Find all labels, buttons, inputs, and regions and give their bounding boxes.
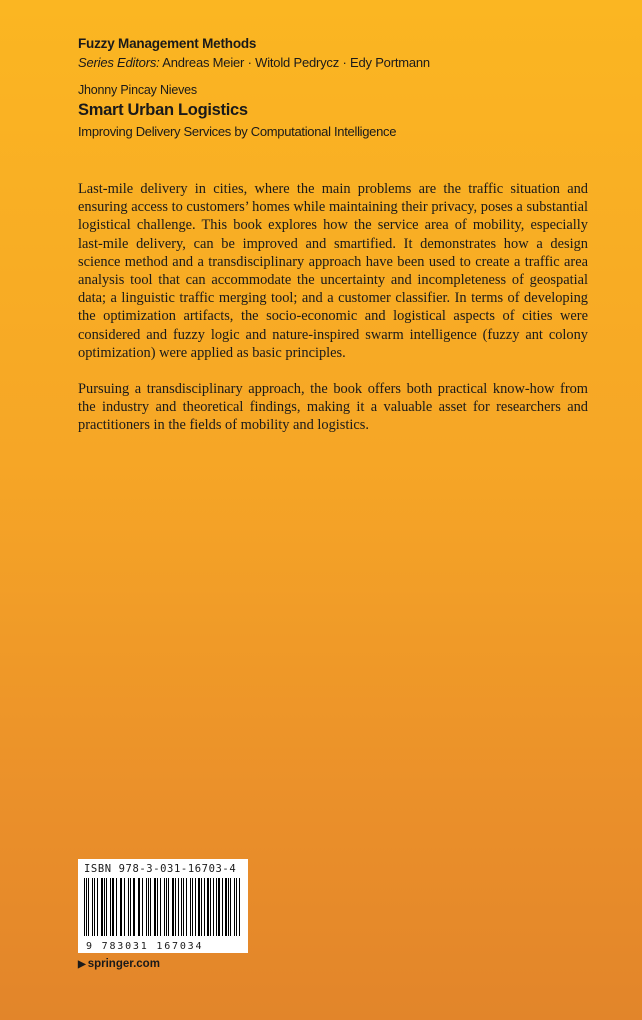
barcode-bar: [84, 878, 85, 936]
barcode-bar: [154, 878, 156, 936]
barcode-bar: [236, 878, 237, 936]
barcode-bar: [120, 878, 121, 936]
barcode-bar: [106, 878, 107, 936]
barcode-bar: [222, 878, 223, 936]
barcode-bar: [181, 878, 182, 936]
barcode-bar: [239, 878, 240, 936]
barcode-bar: [164, 878, 165, 936]
barcode-bar: [148, 878, 149, 936]
barcode-bar: [97, 878, 99, 936]
barcode-bar: [234, 878, 235, 936]
barcode-bar: [142, 878, 143, 936]
barcode-bar: [201, 878, 202, 936]
back-cover-blurb: [78, 180, 588, 453]
barcode-bar: [88, 878, 89, 936]
barcode-bar: [218, 878, 220, 936]
barcode-bar: [104, 878, 105, 936]
barcode-bar: [138, 878, 139, 936]
barcode-bar: [160, 878, 161, 936]
barcode-bar: [213, 878, 214, 936]
barcode-bar: [175, 878, 176, 936]
barcode-bars: [84, 878, 242, 936]
barcode-bar: [139, 878, 140, 936]
barcode-bar: [110, 878, 111, 936]
publisher-website[interactable]: [78, 958, 160, 970]
barcode-bar: [172, 878, 174, 936]
barcode-bar: [150, 878, 151, 936]
book-subtitle: Improving Delivery Services by Computational Intelligence: [78, 124, 397, 139]
blurb-paragraph-1: Last-mile delivery in cities, where the main problems are the traffic situation and ensuring access to customers’ homes while maintaining their privacy, poses a substantial logistical challenge. This book explores how the service area of mobility, especially last-mile delivery, can be improved and smartified. It demonstrates how a design science method and a transdisciplinary approach have been used to create a traffic area analysis tool that can accommodate the uncertainty and incompleteness of geospatial data; a linguistic traffic merging tool; and a customer classifier. In terms of developing the optimization artifacts, the socio-economic and logistical aspects of cities were considered and fuzzy logic and nature-inspired swarm intelligence (fuzzy ant colony optimization) were applied as basic principles.: [78, 181, 588, 361]
barcode-bar: [210, 878, 211, 936]
barcode-bar: [116, 878, 117, 936]
barcode-bar: [133, 878, 135, 936]
barcode-bar: [92, 878, 93, 936]
barcode-bar: [121, 878, 122, 936]
series-editors: [78, 55, 598, 70]
ean-digits: 9 783031 167034: [86, 941, 204, 952]
barcode-bar: [124, 878, 125, 936]
barcode-bar: [101, 878, 102, 936]
barcode-bar: [112, 878, 114, 936]
isbn-barcode: [78, 859, 248, 953]
barcode-bar: [166, 878, 167, 936]
isbn-label: ISBN 978-3-031-16703-4: [84, 863, 237, 875]
barcode-bar: [157, 878, 158, 936]
website-label: springer.com: [87, 958, 160, 970]
barcode-bar: [225, 878, 226, 936]
book-title: Smart Urban Logistics: [78, 101, 248, 119]
series-header: [78, 36, 598, 139]
barcode-bar: [228, 878, 229, 936]
barcode-bar: [192, 878, 193, 936]
arrow-right-icon: ▶: [78, 959, 86, 970]
barcode-bar: [183, 878, 184, 936]
barcode-bar: [195, 878, 196, 936]
series-title: Fuzzy Management Methods: [78, 36, 257, 51]
barcode-bar: [198, 878, 200, 936]
barcode-bar: [207, 878, 208, 936]
barcode-bar: [86, 878, 87, 936]
series-editors-label: Series Editors:: [78, 55, 160, 70]
barcode-bar: [168, 878, 169, 936]
barcode-bar: [186, 878, 187, 936]
barcode-bar: [216, 878, 217, 936]
barcode-bar: [190, 878, 191, 936]
barcode-bar: [146, 878, 147, 936]
book-author: Jhonny Pincay Nieves: [78, 83, 197, 97]
blurb-paragraph-2: Pursuing a transdisciplinary approach, the book offers both practical know-how from the industry and theoretical findings, making it a valuable asset for researchers and practitioners in the fields of mobility and logistics.: [78, 381, 588, 434]
barcode-bar: [178, 878, 179, 936]
barcode-bar: [230, 878, 231, 936]
barcode-bar: [130, 878, 131, 936]
barcode-bar: [128, 878, 129, 936]
barcode-bar: [204, 878, 205, 936]
barcode-bar: [94, 878, 95, 936]
series-editors-names: Andreas Meier · Witold Pedrycz · Edy Portmann: [162, 55, 430, 70]
